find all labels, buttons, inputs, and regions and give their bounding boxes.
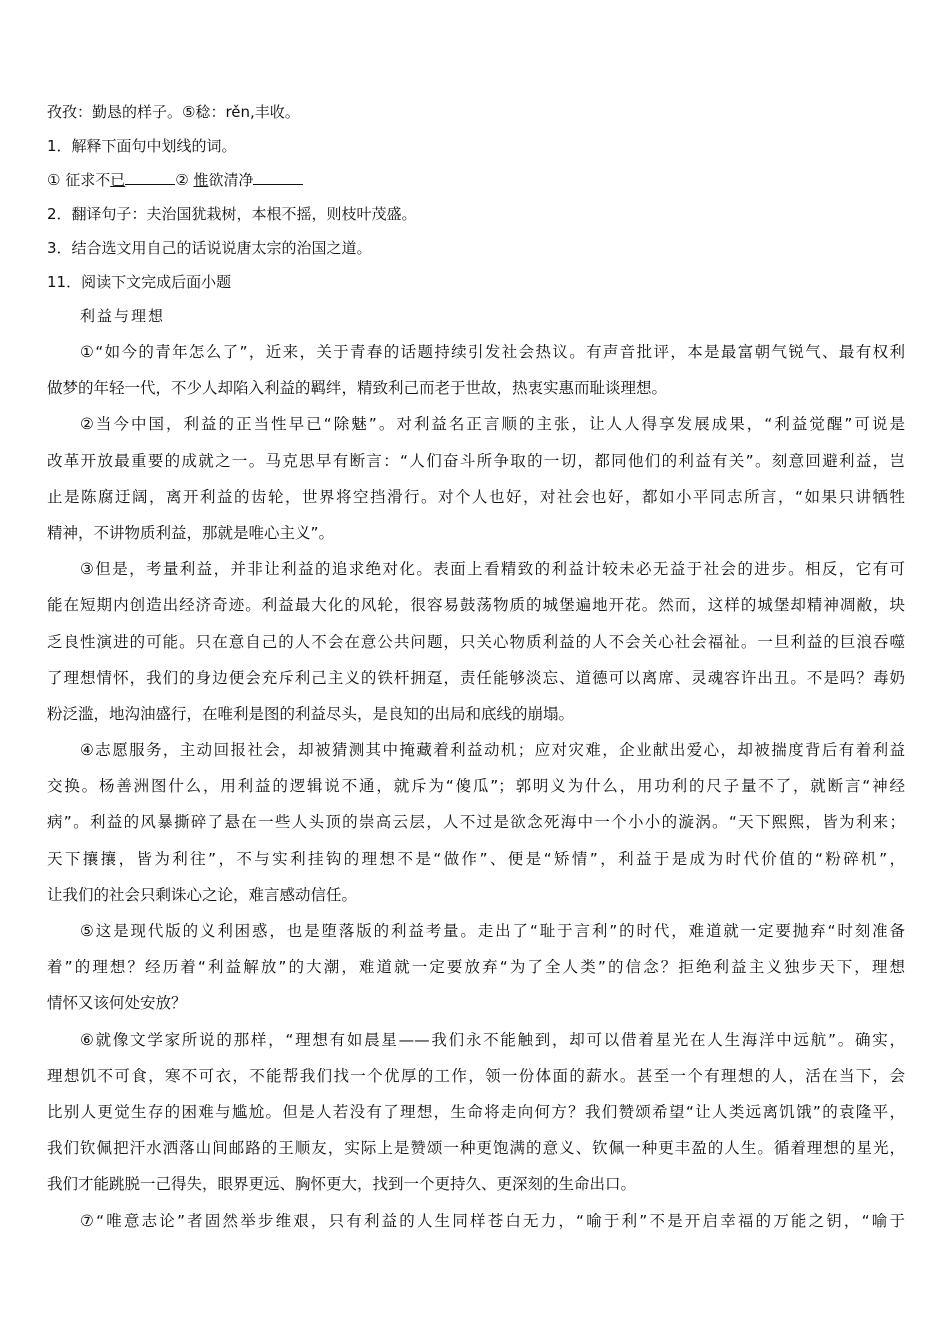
article-paragraph xyxy=(47,338,905,410)
underlined-word: 惟 xyxy=(193,171,209,189)
article-title: 利益与理想 xyxy=(80,307,166,325)
question-1: 1．解释下面句中划线的词。 xyxy=(47,137,237,155)
article-body xyxy=(47,338,905,1243)
article-paragraph xyxy=(47,410,905,555)
paragraph-line: 改革开放最重要的成就之一。马克思早有断言：“人们奋斗所争取的一切，都同他们的利益有关”。刻意回避利益，岂 xyxy=(47,451,905,470)
question-2: 2．翻译句子：夫治国犹栽树，本根不摇，则枝叶茂盛。 xyxy=(47,205,417,223)
paragraph-line: ①“如今的青年怎么了”，近来，关于青春的话题持续引发社会热议。有声音批评，本是最富朝气锐气、最有权利 xyxy=(80,343,905,361)
paragraph-line: ⑥就像文学家所说的那样，“理想有如晨星——我们永不能触到，却可以借着星光在人生海洋中远航”。确实， xyxy=(80,1030,905,1049)
questions-section xyxy=(47,99,907,337)
paragraph-line: ④志愿服务，主动回报社会，却被猜测其中掩藏着利益动机；应对灾难，企业献出爱心，却被揣度背后有着利益 xyxy=(80,741,905,760)
underlined-word: 已 xyxy=(110,171,126,189)
paragraph-line: 精神，不讲物质利益，那就是唯心主义”。 xyxy=(47,523,335,542)
paragraph-line: 做梦的年轻一代，不少人却陷入利益的羁绊，精致利己而老于世故，热衷实惠而耻谈理想。 xyxy=(47,379,668,398)
paragraph-line: 我们钦佩把汗水洒落山间邮路的王顺友，实际上是赞颂一种更饱满的意义、钦佩一种更丰盈的人生。循着理想的星光， xyxy=(47,1139,905,1158)
paragraph-line: 了理想情怀，我们的身边便会充斥利己主义的铁杆拥趸，责任能够淡忘、道德可以离席、灵魂容许出丑。不是吗？毒奶 xyxy=(47,668,905,687)
article-paragraph xyxy=(47,1207,905,1243)
annotation-note: 孜孜：勤恳的样子。⑤稔：rěn,丰收。 xyxy=(47,103,300,121)
question-1-items: ① 征求不已 ② 惟欲清净 xyxy=(47,167,907,201)
paragraph-line: 情怀又该何处安放？ xyxy=(47,994,187,1013)
article-paragraph xyxy=(47,917,905,1026)
paragraph-line: 比别人更觉生存的困难与尴尬。但是人若没有了理想，生命将走向何方？我们赞颂希望“让人类远离饥饿”的袁隆平， xyxy=(47,1102,905,1121)
paragraph-line: 让我们的社会只剩诛心之论，难言感动信任。 xyxy=(47,885,358,904)
article-paragraph xyxy=(47,555,905,736)
paragraph-line: 乏良性演进的可能。只在意自己的人不会在意公共问题，只关心物质利益的人不会关心社会福祉。一旦利益的巨浪吞噬 xyxy=(47,632,905,651)
paragraph-line: 能在短期内创造出经济奇迹。利益最大化的风轮，很容易鼓荡物质的城堡遍地开花。然而，这样的城堡却精神凋敝，块 xyxy=(47,596,905,615)
question-11: 11．阅读下文完成后面小题 xyxy=(47,273,232,291)
paragraph-line: ⑦“唯意志论”者固然举步维艰，只有利益的人生同样苍白无力，“喻于利”不是开启幸福的万能之钥，“喻于 xyxy=(80,1211,905,1230)
question-3: 3．结合选文用自己的话说说唐太宗的治国之道。 xyxy=(47,239,372,257)
paragraph-line: ②当今中国，利益的正当性早已“除魅”。对利益名正言顺的主张，让人人得享发展成果，“利益觉醒”可说是 xyxy=(80,415,905,434)
answer-blank xyxy=(125,170,175,185)
paragraph-line: 止是陈腐迂阔，离开利益的齿轮，世界将空挡滑行。对个人也好，对社会也好，都如小平同志所言，“如果只讲牺牲 xyxy=(47,487,905,506)
paragraph-line: 交换。杨善洲图什么，用利益的逻辑说不通，就斥为“傻瓜”；郭明义为什么，用功利的尺子量不了，就断言“神经 xyxy=(47,777,905,796)
paragraph-line: 天下攘攘，皆为利往”，不与实利挂钩的理想不是“做作”、便是“矫情”，利益于是成为时代价值的“粉碎机”， xyxy=(47,849,905,868)
paragraph-line: ③但是，考量利益，并非让利益的追求绝对化。表面上看精致的利益计较未必无益于社会的进步。相反，它有可 xyxy=(80,560,905,579)
paragraph-line: 理想饥不可食，寒不可衣，不能帮我们找一个优厚的工作，领一份体面的薪水。甚至一个有理想的人，活在当下，会 xyxy=(47,1066,905,1085)
answer-blank xyxy=(253,170,303,185)
article-paragraph xyxy=(47,1026,905,1207)
paragraph-line: 病”。利益的风暴撕碎了悬在一些人头顶的崇高云层，人不过是欲念死海中一个小小的漩涡。“天下熙熙，皆为利来； xyxy=(47,813,905,832)
paragraph-line: 粉泛滥，地沟油盛行，在唯利是图的利益尽头，是良知的出局和底线的崩塌。 xyxy=(47,704,575,723)
paragraph-line: 我们才能跳脱一己得失，眼界更远、胸怀更大，找到一个更持久、更深刻的生命出口。 xyxy=(47,1175,637,1194)
paragraph-line: 着”的理想？经历着“利益解放”的大潮，难道就一定要放弃“为了全人类”的信念？拒绝利益主义独步天下，理想 xyxy=(47,958,905,977)
article-paragraph xyxy=(47,736,905,917)
paragraph-line: ⑤这是现代版的义利困惑，也是堕落版的利益考量。走出了“耻于言利”的时代，难道就一定要抛弃“时刻准备 xyxy=(80,922,905,940)
